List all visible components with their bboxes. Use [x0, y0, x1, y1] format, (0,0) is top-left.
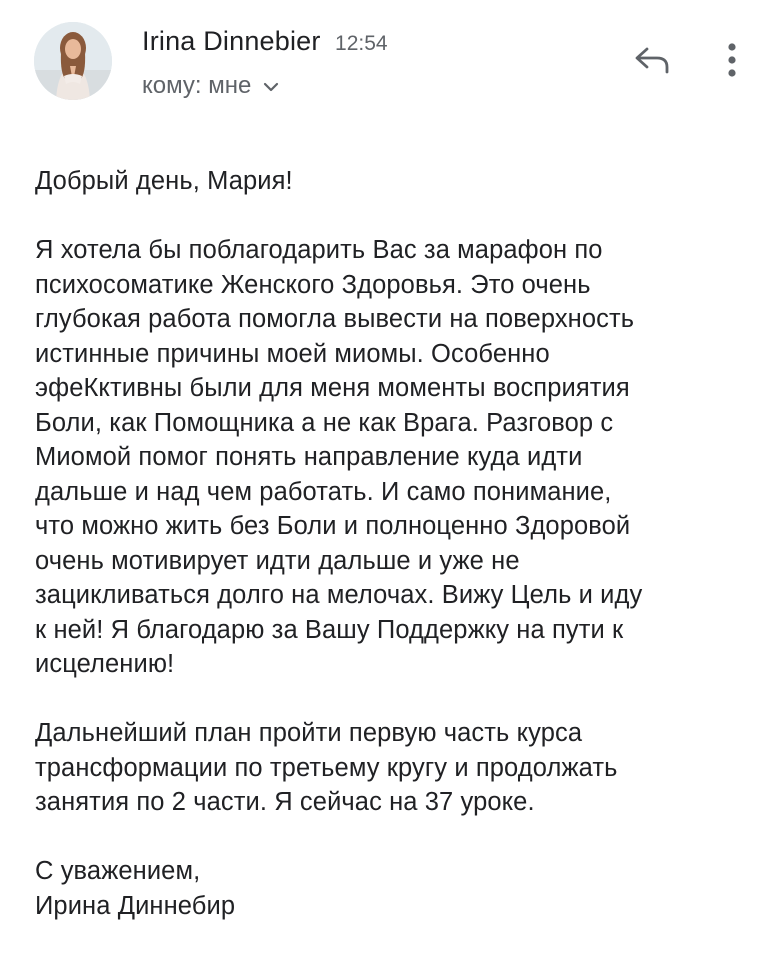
sender-name[interactable]: Irina Dinnebier	[142, 26, 321, 56]
more-options-button[interactable]	[712, 36, 752, 84]
recipient-label: кому: мне	[142, 72, 252, 99]
reply-button[interactable]	[628, 38, 678, 82]
avatar-photo-icon	[34, 22, 112, 100]
recipient-dropdown[interactable]	[142, 72, 279, 100]
email-closing: С уважением, Ирина Диннебир	[35, 857, 236, 920]
email-body	[35, 164, 750, 923]
email-paragraph-1: Я хотела бы поблагодарить Вас за марафон по психосоматике Женского Здоровья. Это очень глубокая работа помогла вывести на поверхность истинные причины моей миомы. Особенно эфеКктивны были для меня моменты восприятия Боли, как Помощника а не как Врага. Разговор с Миомой помог понять направление куда идти дальше и над чем работать. И само понимание, что можно жить без Боли и полноценно Здоровой очень мотивирует идти дальше и уже не зацикливаться долго на мелочах. Вижу Цель и иду к ней! Я благодарю за Вашу Поддержку на пути к исцелению!	[35, 236, 643, 678]
email-greeting: Добрый день, Мария!	[35, 167, 293, 195]
reply-icon	[633, 45, 673, 75]
email-time: 12:54	[335, 32, 388, 55]
email-header	[0, 0, 768, 120]
more-vert-icon	[726, 42, 738, 78]
sender-line	[142, 26, 388, 57]
chevron-down-icon	[263, 82, 279, 92]
email-paragraph-2: Дальнейший план пройти первую часть курса трансформации по третьему кругу и продолжать занятия по 2 части. Я сейчас на 37 уроке.	[35, 719, 618, 816]
sender-avatar[interactable]	[34, 22, 112, 100]
